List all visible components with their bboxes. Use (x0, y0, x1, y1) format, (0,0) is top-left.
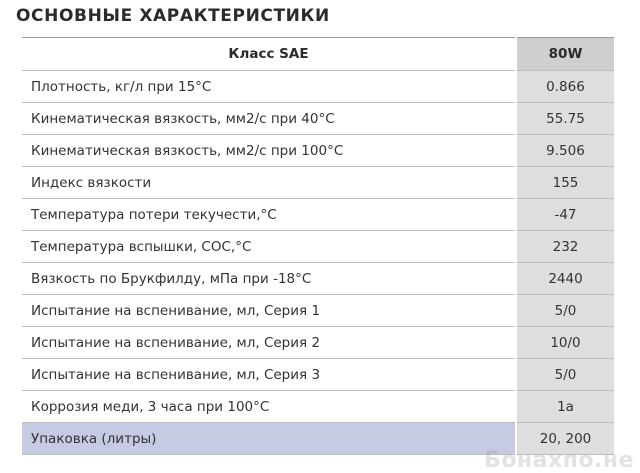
row-value: 2440 (516, 263, 614, 295)
row-value: 5/0 (516, 359, 614, 391)
row-label: Испытание на вспенивание, мл, Серия 3 (22, 359, 516, 391)
row-value: 20, 200 (516, 423, 614, 455)
row-value: 232 (516, 231, 614, 263)
row-value: -47 (516, 199, 614, 231)
row-value: 1a (516, 391, 614, 423)
row-label: Кинематическая вязкость, мм2/с при 100°C (22, 135, 516, 167)
table-header-row (22, 38, 614, 71)
row-label: Индекс вязкости (22, 167, 516, 199)
row-value: 5/0 (516, 295, 614, 327)
row-label: Вязкость по Брукфилду, мПа при -18°C (22, 263, 516, 295)
table-row (22, 359, 614, 391)
table-row (22, 391, 614, 423)
table-row (22, 167, 614, 199)
watermark: Бонахпо.не (484, 448, 634, 473)
row-value: 55.75 (516, 103, 614, 135)
row-label: Испытание на вспенивание, мл, Серия 1 (22, 295, 516, 327)
table-row (22, 135, 614, 167)
row-value: 0.866 (516, 71, 614, 103)
row-label: Температура потери текучести,°C (22, 199, 516, 231)
row-label: Упаковка (литры) (22, 423, 516, 455)
table-row (22, 295, 614, 327)
row-value: 10/0 (516, 327, 614, 359)
table-row (22, 103, 614, 135)
row-value: 155 (516, 167, 614, 199)
header-grade: 80W (516, 38, 614, 71)
row-label: Испытание на вспенивание, мл, Серия 2 (22, 327, 516, 359)
section-title: ОСНОВНЫЕ ХАРАКТЕРИСТИКИ (16, 6, 330, 26)
table-row (22, 231, 614, 263)
table-row (22, 71, 614, 103)
row-label: Кинематическая вязкость, мм2/с при 40°C (22, 103, 516, 135)
row-label: Температура вспышки, СОС,°C (22, 231, 516, 263)
table-row (22, 263, 614, 295)
row-label: Плотность, кг/л при 15°C (22, 71, 516, 103)
table-row (22, 327, 614, 359)
specs-table (22, 37, 614, 455)
row-value: 9.506 (516, 135, 614, 167)
table-row (22, 199, 614, 231)
header-sae-class: Класс SAE (22, 38, 516, 71)
row-label: Коррозия меди, 3 часа при 100°C (22, 391, 516, 423)
